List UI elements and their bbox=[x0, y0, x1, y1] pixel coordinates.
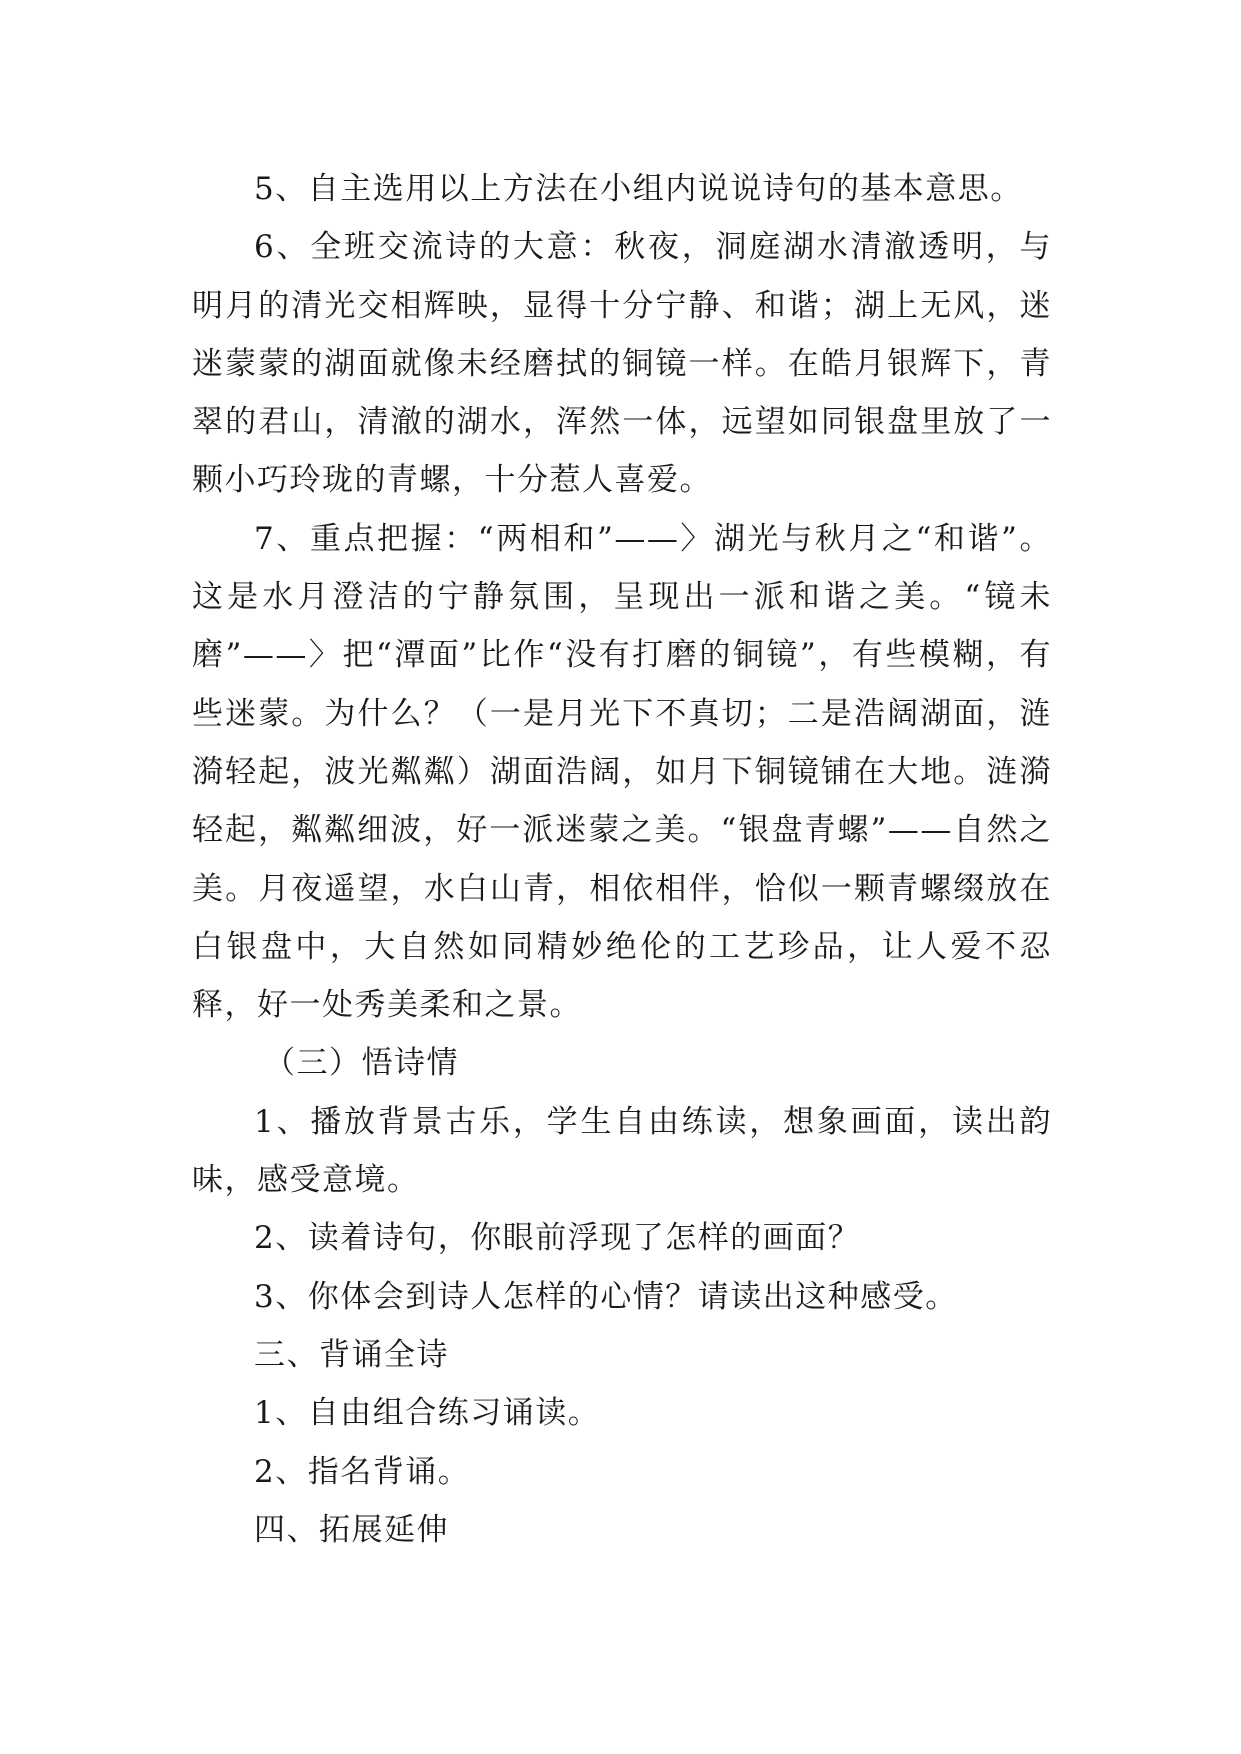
document-body bbox=[192, 160, 1052, 1559]
paragraph-step-7: 7、重点把握：“两相和”——〉湖光与秋月之“和谐”。这是水月澄洁的宁静氛围，呈现出一派和谐之美。“镜未磨”——〉把“潭面”比作“没有打磨的铜镜”，有些模糊，有些迷蒙。为什么？（一是月光下不真切；二是浩阔湖面，涟漪轻起，波光粼粼）湖面浩阔，如月下铜镜铺在大地。涟漪轻起，粼粼细波，好一派迷蒙之美。“银盘青螺”——自然之美。月夜遥望，水白山青，相依相伴，恰似一颗青螺缀放在白银盘中，大自然如同精妙绝伦的工艺珍品，让人爱不忍释，好一处秀美柔和之景。 bbox=[192, 520, 1052, 1024]
section-heading-recite: 三、背诵全诗 bbox=[254, 1336, 449, 1373]
list-item: 1、播放背景古乐，学生自由练读，想象画面，读出韵味，感受意境。 bbox=[192, 1103, 1052, 1199]
list-item: 1、自由组合练习诵读。 bbox=[254, 1395, 601, 1432]
section-heading-poem-feeling: （三）悟诗情 bbox=[264, 1045, 459, 1082]
section-heading-extension: 四、拓展延伸 bbox=[254, 1511, 449, 1548]
paragraph-step-6: 6、全班交流诗的大意：秋夜，洞庭湖水清澈透明，与明月的清光交相辉映，显得十分宁静、和谐；湖上无风，迷迷蒙蒙的湖面就像未经磨拭的铜镜一样。在皓月银辉下，青翠的君山，清澈的湖水，浑然一体，远望如同银盘里放了一颗小巧玲珑的青螺，十分惹人喜爱。 bbox=[192, 229, 1052, 499]
list-item: 2、指名背诵。 bbox=[254, 1453, 471, 1490]
paragraph-step-5: 5、自主选用以上方法在小组内说说诗句的基本意思。 bbox=[254, 171, 1023, 207]
list-item: 3、你体会到诗人怎样的心情？请读出这种感受。 bbox=[254, 1278, 958, 1315]
list-item: 2、读着诗句，你眼前浮现了怎样的画面？ bbox=[254, 1220, 861, 1257]
